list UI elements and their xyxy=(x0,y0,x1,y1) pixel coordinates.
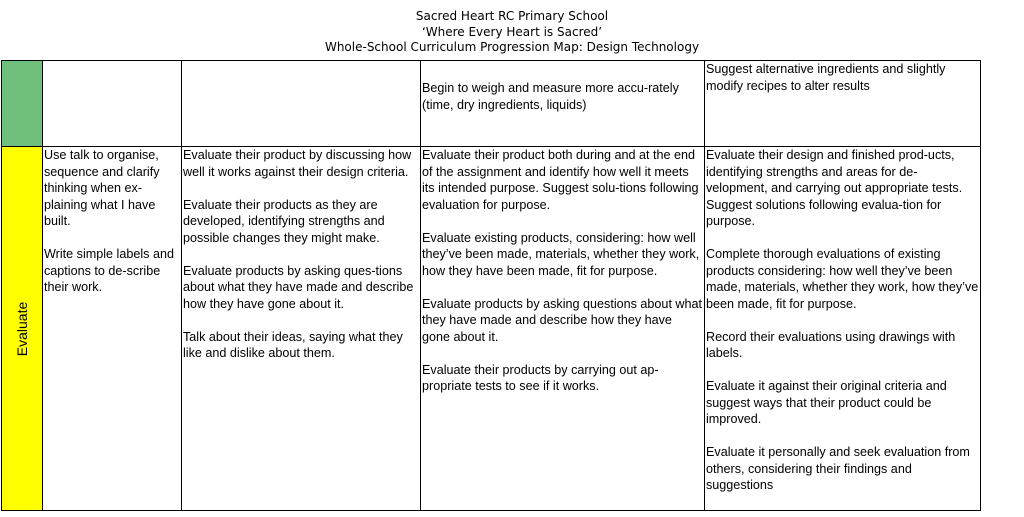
paragraph: Talk about their ideas, saying what they like and dislike about them. xyxy=(183,329,403,360)
school-name: Sacred Heart RC Primary School xyxy=(415,9,609,23)
paragraph: Evaluate products by asking questions about what they have made and describe how they have gone about it. xyxy=(422,296,703,344)
paragraph: Evaluate existing products, considering: how well they’ve been made, materials, whether they work, how they have been made, fit for purpose. xyxy=(422,230,700,278)
paragraph: Use talk to organise, sequence and clarify thinking when ex-plaining what I have built. xyxy=(44,148,160,228)
table-cell: Begin to weigh and measure more accu-rately (time, dry ingredients, liquids) xyxy=(421,61,705,147)
table-cell xyxy=(43,147,182,511)
progression-table xyxy=(1,60,981,511)
paragraph: Evaluate their product by discussing how well it works against their design criteria. xyxy=(183,148,412,179)
document-header xyxy=(0,9,1024,56)
paragraph: Write simple labels and captions to de-scribe their work. xyxy=(44,247,174,294)
table-cell xyxy=(182,61,421,147)
paragraph: Evaluate it against their original criteria and suggest ways that their product could be improved. xyxy=(706,379,947,426)
paragraph: Evaluate products by asking ques-tions about what they have made and describe how they have gone about it. xyxy=(183,263,414,311)
row-label-evaluate: Evaluate xyxy=(13,301,30,356)
paragraph: Evaluate their products by carrying out ap-propriate tests to see if it works. xyxy=(422,362,659,393)
table-cell xyxy=(182,147,421,511)
table-row xyxy=(2,147,981,511)
paragraph: Evaluate their design and finished prod-ucts, identifying strengths and areas for de-velopment, and carrying out appropriate tests. Suggest solutions following evalua-tion for purpose. xyxy=(706,148,963,228)
row-label-cell xyxy=(2,61,43,147)
paragraph: Complete thorough evaluations of existing products considering: how well they’ve been made, materials, whether they work, how they’ve been made, fit for purpose. xyxy=(706,247,979,311)
document-title: Whole-School Curriculum Progression Map: Design Technology xyxy=(324,40,700,54)
school-motto: ‘Where Every Heart is Sacred’ xyxy=(421,24,603,39)
paragraph: Evaluate their products as they are developed, identifying strengths and possible changes they might make. xyxy=(183,197,385,245)
table-cell xyxy=(43,61,182,147)
paragraph: Record their evaluations using drawings with labels. xyxy=(706,329,956,360)
table-cell: Suggest alternative ingredients and slightly modify recipes to alter results xyxy=(705,61,981,147)
paragraph: Evaluate it personally and seek evaluation from others, considering their findings and suggestions xyxy=(706,445,970,492)
row-label-cell xyxy=(2,147,43,511)
table-row xyxy=(2,61,981,147)
table-cell xyxy=(705,147,981,511)
table-cell xyxy=(421,147,705,511)
paragraph: Evaluate their product both during and at the end of the assignment and identify how well it meets its intended purpose. Suggest solu-tions following evaluation for purpose. xyxy=(422,148,699,212)
